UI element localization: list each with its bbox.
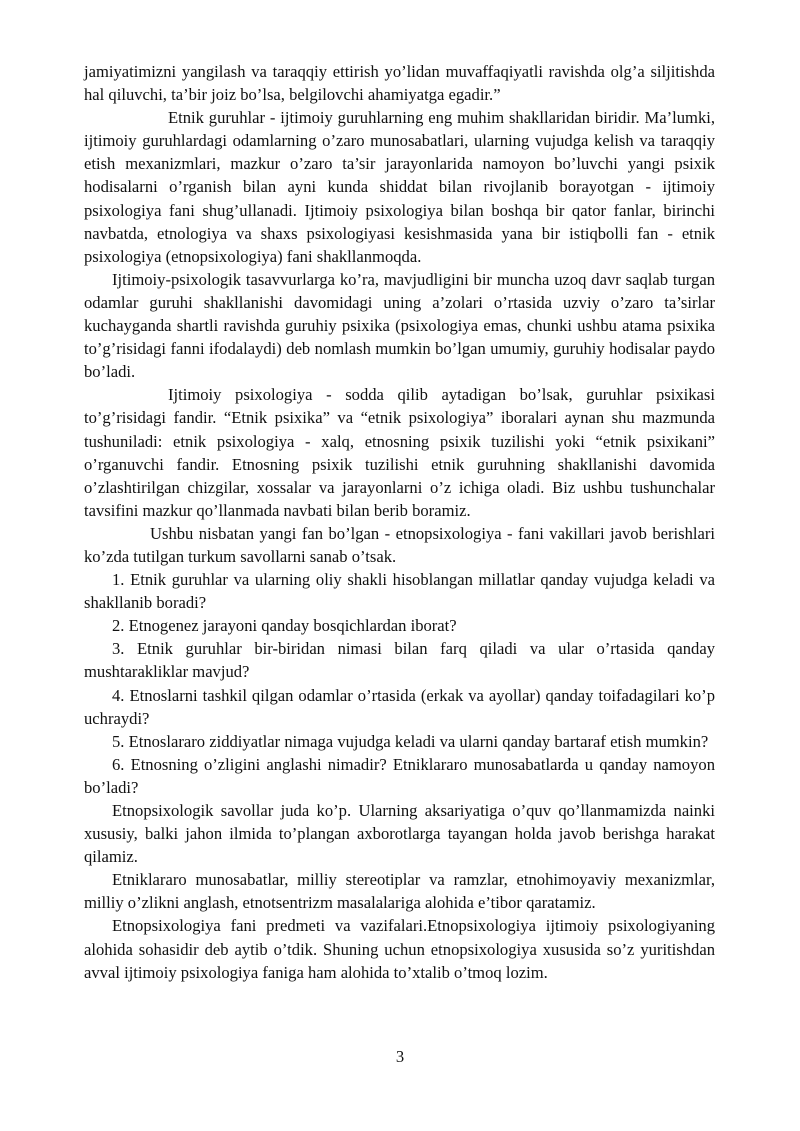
paragraph-social-psychology-definition: Ijtimoiy psixologiya - sodda qilib aytadigan bo’lsak, guruhlar psixikasi to’g’risidagi fandir. “Etnik psixika” va “etnik psixologiya” iboralari aynan shu mazmunda tushuniladi: etnik psixologiya - xalq, etnosning psixik tuzilishi yoki “etnik psixikani” o’rganuvchi fandir. Etnosning psixik tuzilishi etnik guruhning shakllanishi davomida o’zlashtirilgan chizgilar, xossalar va jarayonlarni o’z ichiga oladi. Biz ushbu tushunchalar tavsifini mazkur qo’llanmada navbati bilan berib boramiz. [84,385,715,520]
paragraph-quote-continuation: jamiyatimizni yangilash va taraqqiy ettirish yo’lidan muvaffaqiyatli ravishda olg’a siljitishda hal qiluvchi, ta’bir joiz bo’lsa, belgilovchi ahamiyatga egadir.” [84,62,715,105]
paragraph-questions-intro: Ushbu nisbatan yangi fan bo’lgan - etnopsixologiya - fani vakillari javob berishlari ko’zda tutilgan turkum savollarni sanab o’tsak. [84,523,715,566]
paragraph-ethnic-groups: Etnik guruhlar - ijtimoiy guruhlarning eng muhim shakllaridan biridir. Ma’lumki, ijtimoiy guruhlardagi odamlarning o’zaro munosabatlari, ularning vujudga kelish va taraqqiy etish mexanizmlari, mazkur o’zaro ta’sir jarayonlarida namoyon bo’luvchi yangi psixik hodisalarni o’rganish bilan ayni kunda shiddat bilan rivojlanib borayotgan - ijtimoiy psixologiya fani shug’ullanadi. Ijtimoiy psixologiya bilan boshqa bir qator fanlar, birinchi navbatda, etnologiya va shaxs psixologiyasi kesishmasida yana bir istiqbolli fan - etnik psixologiya (etnopsixologiya) fani shakllanmoqda. [84,108,715,266]
paragraph-interethnic-relations: Etniklararo munosabatlar, milliy stereotiplar va ramzlar, etnohimoyaviy mexanizmlar, milliy o’zlikni anglash, etnotsentrizm masalalariga alohida e’tibor qaratamiz. [84,870,715,913]
document-body [84,60,715,984]
list-item-question-3: 3. Etnik guruhlar bir-biridan nimasi bilan farq qiladi va ular o’rtasida qanday mushtarakliklar mavjud? [84,639,715,682]
list-item-question-5: 5. Etnoslararo ziddiyatlar nimaga vujudga keladi va ularni qanday bartaraf etish mumkin? [112,731,709,751]
page-number: 3 [395,1047,405,1066]
list-item-question-6: 6. Etnosning o’zligini anglashi nimadir? Etniklararo munosabatlarda u qanday namoyon bo’ladi? [84,754,715,797]
list-item-question-2: 2. Etnogenez jarayoni qanday bosqichlardan iborat? [112,616,457,636]
paragraph-ethnopsychological-questions: Etnopsixologik savollar juda ko’p. Ularning aksariyatiga o’quv qo’llanmamizda nainki xususiy, balki jahon ilmida to’plangan axborotlarga tayangan holda javob berishga harakat qilamiz. [84,801,715,867]
paragraph-social-psychological-views: Ijtimoiy-psixologik tasavvurlarga ko’ra, mavjudligini bir muncha uzoq davr saqlab turgan odamlar guruhi shakllanishi davomidagi uning a’zolari o’rtasida uzviy o’zaro ta’sirlar kuchayganda shartli ravishda guruhiy psixika (psixologiya emas, chunki ushbu atama psixika to’g’risidagi fanni ifodalaydi) deb nomlash mumkin bo’lgan umumiy, guruhiy hodisalar paydo bo’ladi. [84,269,715,382]
paragraph-subject-and-tasks: Etnopsixologiya fani predmeti va vazifalari.Etnopsixologiya ijtimoiy psixologiyaning alohida sohasidir deb aytib o’tdik. Shuning uchun etnopsixologiya xususida so’z yuritishdan avval ijtimoiy psixologiya faniga ham alohida to’xtalib o’tmoq lozim. [84,916,715,982]
list-item-question-4: 4. Etnoslarni tashkil qilgan odamlar o’rtasida (erkak va ayollar) qanday toifadagilari ko’p uchraydi? [84,685,715,728]
list-item-question-1: 1. Etnik guruhlar va ularning oliy shakli hisoblangan millatlar qanday vujudga keladi va shakllanib boradi? [84,570,715,613]
